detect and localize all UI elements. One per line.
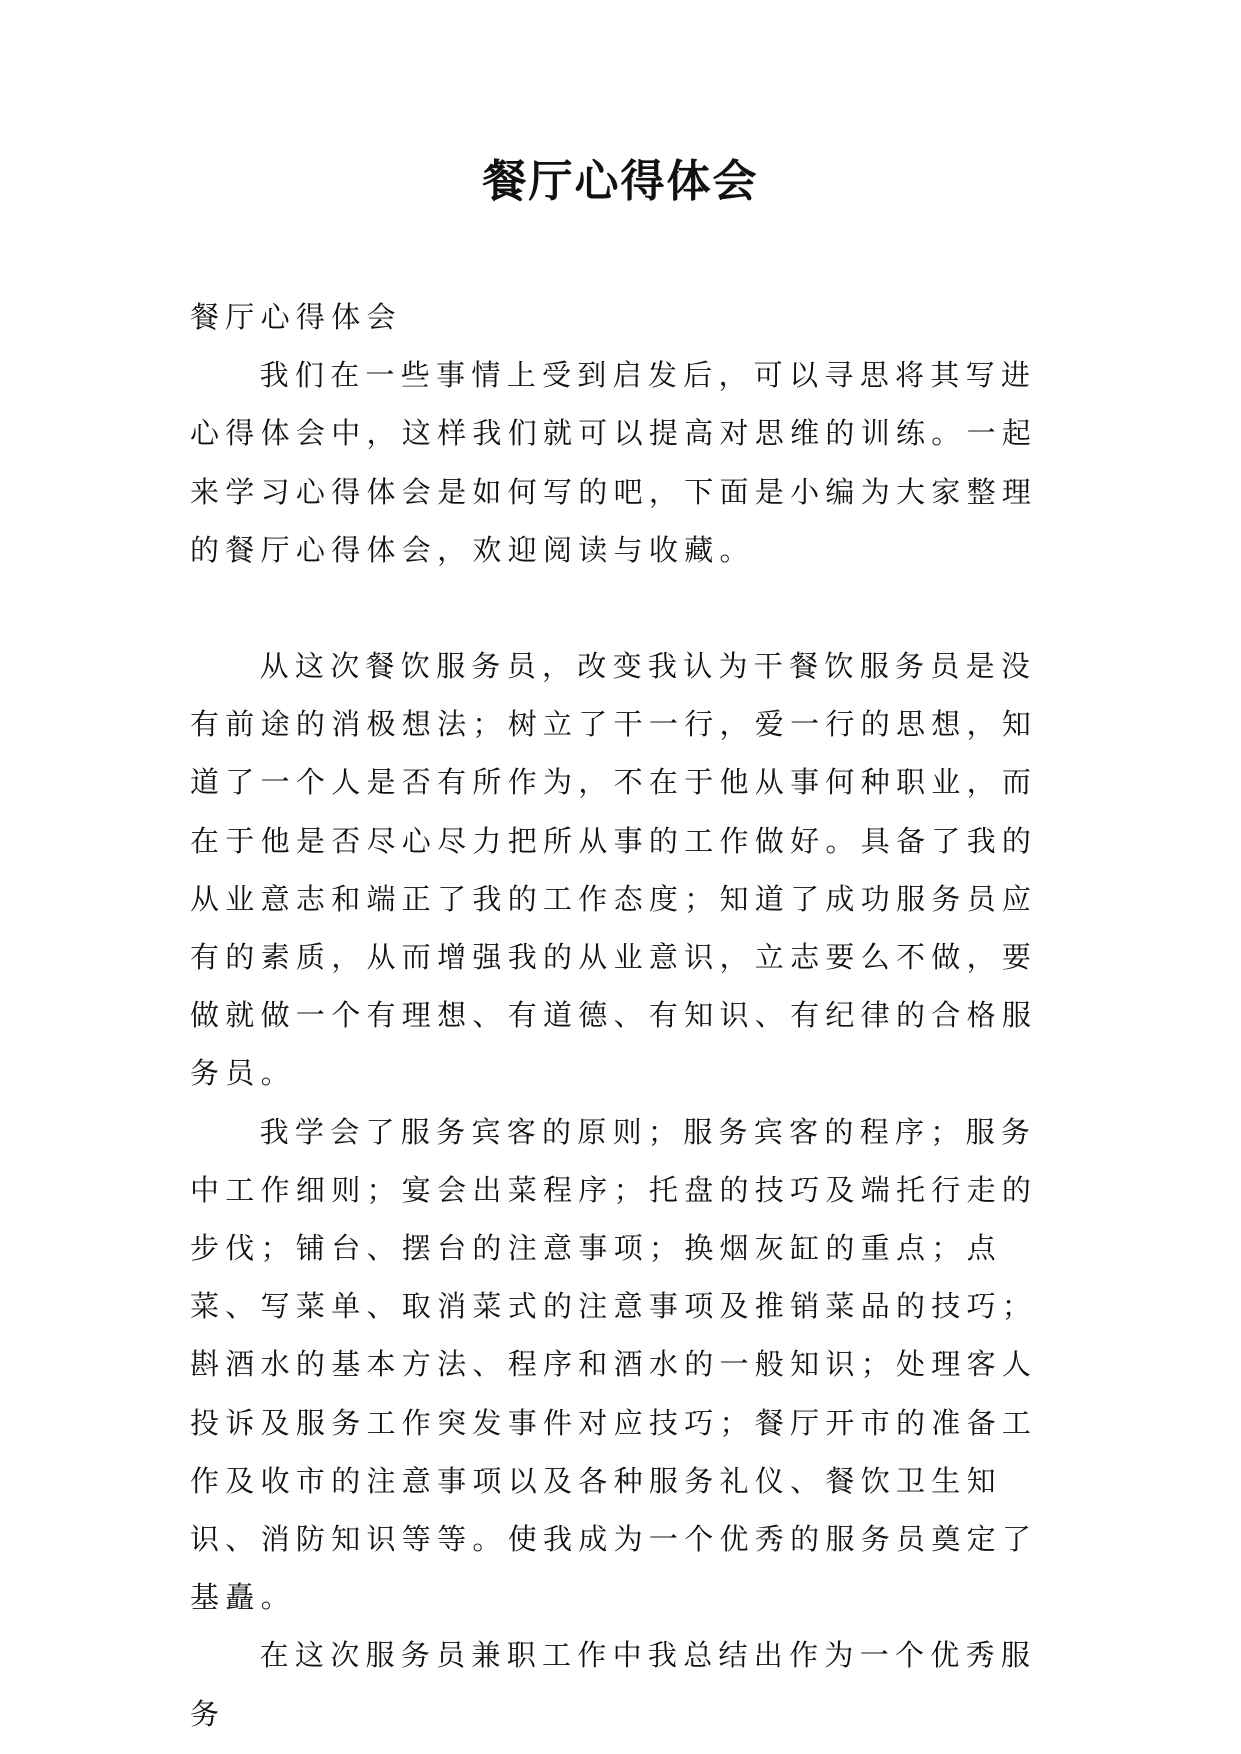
paragraph-spacer xyxy=(190,579,1060,637)
body-paragraph: 从这次餐饮服务员，改变我认为干餐饮服务员是没有前途的消极想法；树立了干一行，爱一行的思想，知道了一个人是否有所作为，不在于他从事何种职业，而在于他是否尽心尽力把所从事的工作做好。具备了我的从业意志和端正了我的工作态度；知道了成功服务员应有的素质，从而增强我的从业意识，立志要么不做，要做就做一个有理想、有道德、有知识、有纪律的合格服务员。 xyxy=(190,649,1038,1091)
intro-paragraph: 我们在一些事情上受到启发后，可以寻思将其写进心得体会中，这样我们就可以提高对思维的训练。一起来学习心得体会是如何写的吧，下面是小编为大家整理的餐厅心得体会，欢迎阅读与收藏。 xyxy=(190,358,1038,567)
body-paragraph: 在这次服务员兼职工作中我总结出作为一个优秀服务 xyxy=(190,1638,1037,1731)
body-paragraph: 我学会了服务宾客的原则；服务宾客的程序；服务中工作细则；宴会出菜程序；托盘的技巧及端托行走的步伐；铺台、摆台的注意事项；换烟灰缸的重点；点菜、写菜单、取消菜式的注意事项及推销菜品的技巧；斟酒水的基本方法、程序和酒水的一般知识；处理客人投诉及服务工作突发事件对应技巧；餐厅开市的准备工作及收市的注意事项以及各种服务礼仪、餐饮卫生知识、消防知识等等。使我成为一个优秀的服务员奠定了基矗。 xyxy=(190,1114,1038,1615)
document-body xyxy=(190,288,1060,1743)
document-subtitle: 餐厅心得体会 xyxy=(190,300,402,334)
document-title: 餐厅心得体会 xyxy=(482,156,759,207)
